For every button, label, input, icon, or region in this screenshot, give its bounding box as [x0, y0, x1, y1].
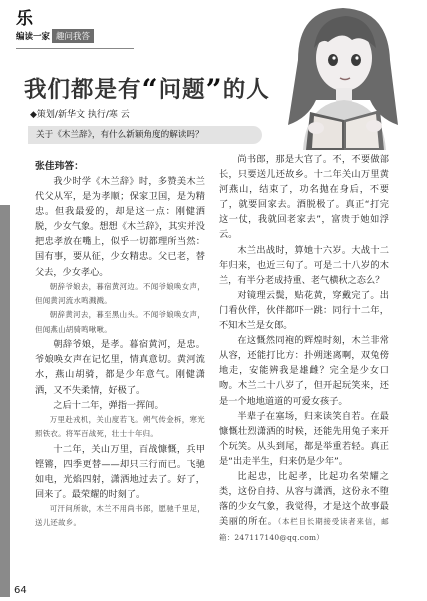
column-subtitle-box: 趣问我答 [52, 29, 94, 43]
speaker-name: 张佳玮答： [35, 161, 84, 172]
paragraph-text: 比起忠，比起孝，比起功名荣耀之类，这份自持、从容与潇洒，这份永不堕落的少女气象，我觉得，才是这个故事最美丽的所在。 [219, 470, 389, 528]
column-subtitle [16, 29, 94, 43]
header-divider [16, 48, 134, 49]
title-suffix: 的人 [222, 77, 270, 103]
poem-quote: 万里赴戎机，关山度若飞。朔气传金柝，寒光照铁衣。将军百战死，壮士十年归。 [35, 414, 205, 439]
paragraph: 半辈子在塞场，归来读笑自若。在最慷慨壮烈潇洒的时候，还能先用兔子来开个玩笑。从头到尾，都是举重若轻。真正是“出走半生，归来仍是少年”。 [219, 410, 389, 467]
paragraph: 木兰出战时，算她十六岁。大战十二年归来，也近三旬了。可是二十八岁的木兰，有半分老成持重、老气横秋之态么？ [219, 244, 389, 286]
poem-quote: 朝辞黄河去，暮至黑山头。不闻爷娘唤女声，但闻燕山胡骑鸣啾啾。 [35, 310, 205, 334]
title-prefix: 我们都是有 [24, 77, 142, 103]
paragraph: 之后十二年，弹指一挥间。 [53, 399, 164, 411]
right-column [219, 152, 389, 545]
column-header [16, 10, 94, 43]
paragraph: 尚书郎，那是大官了。不，不要做部长，只要送儿还故乡。十二年关山万里黄河燕山，结束了，功名抛在身后，不要了，就要回家去。酒脱极了。真正“打完这一仗，我就回老家去”，富贵于她如浮云。 [219, 154, 389, 241]
page-number: 64 [14, 585, 27, 596]
title-keyword: 问题 [158, 77, 206, 103]
paragraph: 朝辞爷娘，是孝。暮宿黄河，是忠。爷娘唤女声在记忆里，情真意切。黄河流水，燕山胡骑，都是少年意气。刚健潇洒，又不失柔情，好极了。 [35, 339, 205, 396]
question-banner: 关于《木兰辞》，有什么新颖角度的解读吗？ [28, 126, 262, 144]
paragraph: 我少时学《木兰辞》时，多赞美木兰代父从军，是为孝顺；保家卫国，是为精忠。但我最爱的，却是这一点：刚健洒脱，少女气象。想想《木兰辞》，其实并没把忠孝放在嘴上，似乎一切都理所当然：国有事，要从征，少女精忠。父已老，替父去，少女孝心。 [35, 176, 205, 278]
column-char: 乐 [16, 9, 33, 29]
title-quote-close: ” [205, 73, 223, 106]
girl-reading-illustration [258, 0, 427, 150]
poem-quote: 可汗问所欲，木兰不用尚书郎，愿驰千里足，送儿还故乡。 [35, 503, 205, 528]
column-subtitle-prefix: 编读一家 [16, 32, 51, 42]
poem-quote: 朝辞爷娘去，暮宿黄河边。不闻爷娘唤女声，但闻黄河流水鸣溅溅。 [35, 281, 205, 306]
page-edge-bar [0, 205, 10, 597]
title-quote-open: “ [141, 73, 159, 106]
article-credit: ◆策划/新华文 执行/寒 云 [30, 110, 130, 120]
paragraph: 对镜理云鬓，贴花黄，穿戴完了。出门看伙伴，伙伴都吓一跳：同行十二年，不知木兰是女郎。 [219, 289, 389, 332]
paragraph: 在这慨然同袍的辉煌时刻，木兰非常从容，还能打比方：扑朔迷离啊，双兔傍地走，安能辨我是雄雌？完全是少女口吻。木兰二十八岁了，但开起玩笑来，还是一个地地道道的可爱女孩子。 [219, 335, 389, 407]
paragraph: 十二年，关山万里，百战慷慨，兵甲铿锵，四季更替——却只三行而已。飞驰如电，光焰四射，潇洒地过去了。好了，回来了。最荣耀的时刻了。 [35, 443, 205, 500]
article-title [24, 72, 270, 106]
left-column [35, 160, 205, 531]
submission-note: （本栏目长期接受读者来信，邮箱：247117140@qq.com） [219, 517, 389, 542]
paragraph [219, 469, 389, 545]
